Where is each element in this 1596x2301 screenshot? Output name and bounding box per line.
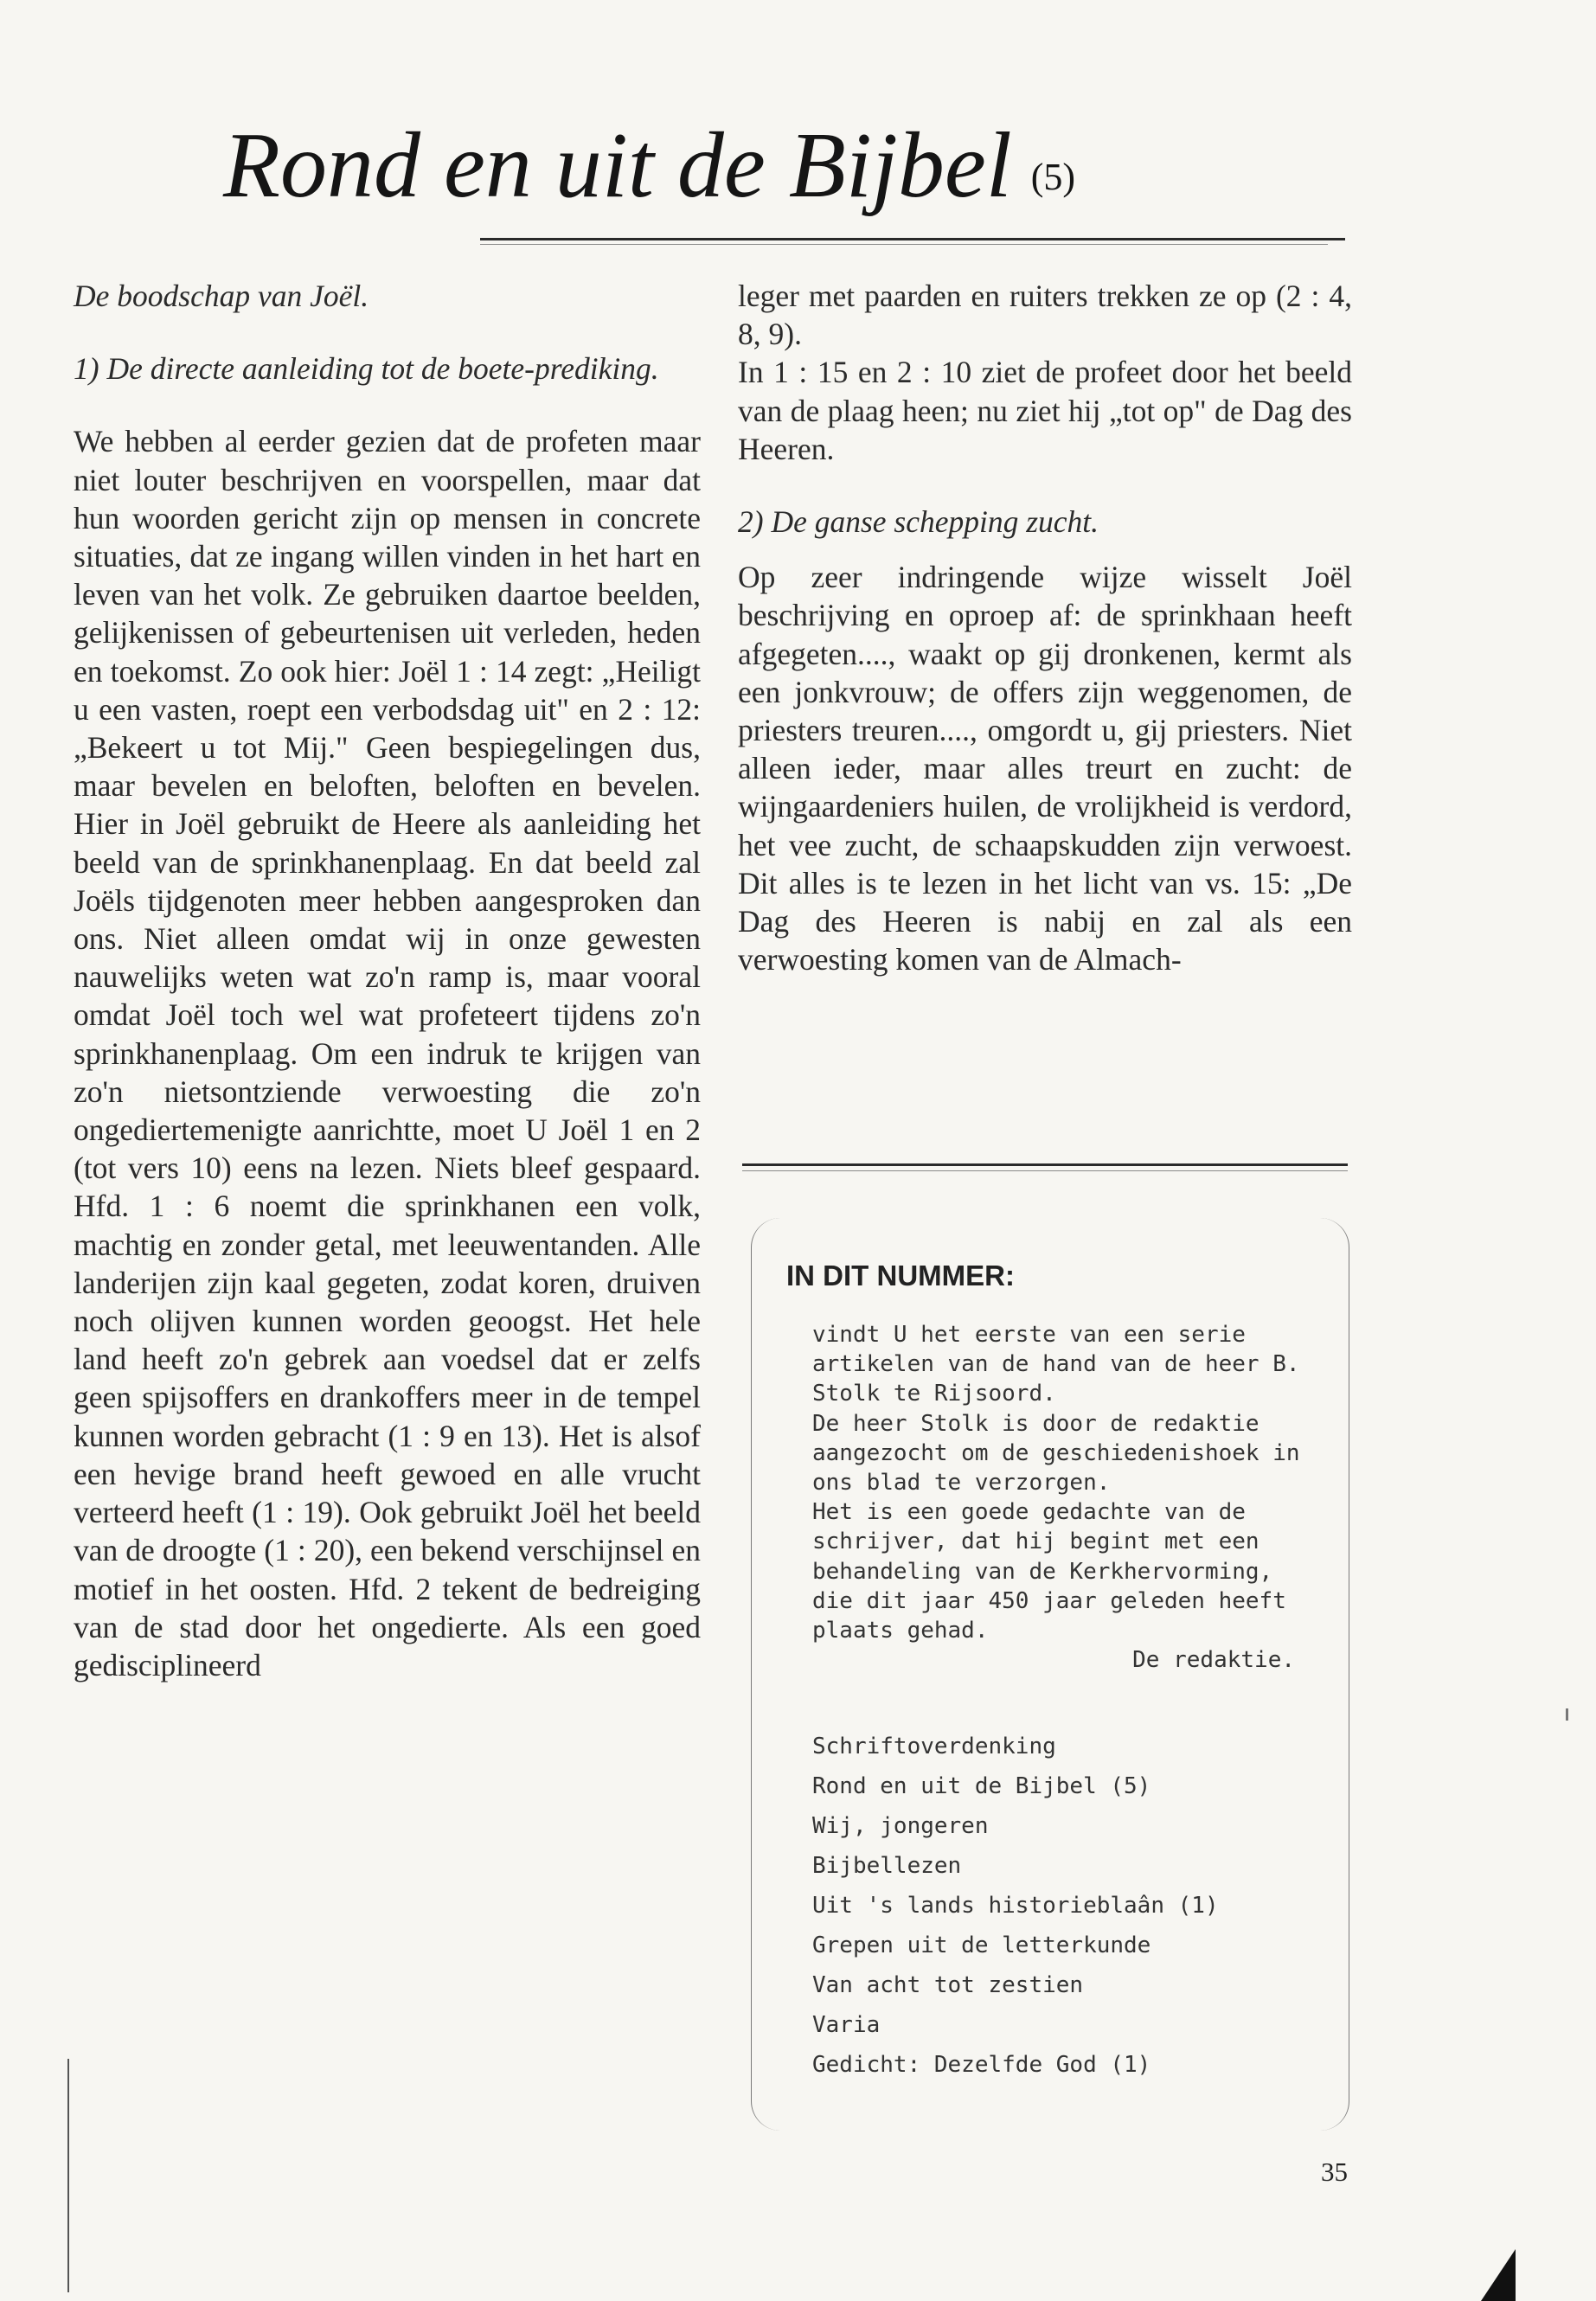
body-paragraph-1: We hebben al eerder gezien dat de profeten maar niet louter beschrijven en voorspellen, maar dat hun woorden gericht zijn op mensen in concrete situaties, dat ze ingang willen vinden in het hart en leven van het volk. Ze gebruiken daartoe beelden, gelijkenissen of gebeurtenisen uit verleden, heden en toekomst. Zo ook hier: Joël 1 : 14 zegt: „Heiligt u een vasten, roept een verbodsdag uit" en 2 : 12: „Bekeert u tot Mij." Geen bespiegelingen dus, maar bevelen en beloften, beloften en bevelen. Hier in Joël gebruikt de Heere als aanleiding het beeld van de sprinkhanenplaag. En dat beeld zal Joëls tijdgenoten meer hebben aangesproken dan ons. Niet alleen omdat wij in onze gewesten nauwelijks weten wat zo'n ramp is, maar vooral omdat Joël toch wel wat profeteert tijdens zo'n sprinkhanenplaag. Om een indruk te krijgen van zo'n nietsontziende verwoesting die zo'n ongediertemenigte aanrichtte, moet U Joël 1 en 2 (tot vers 10) eens na lezen. Niets bleef gespaard. Hfd. 1 : 6 noemt die sprinkhanen een volk, machtig en zonder getal, met leeuwentanden. Alle landerijen zijn kaal gegeten, zodat koren, druiven noch olijven kunnen worden geoogst. Het hele land heeft zo'n gebrek aan voedsel dat er zelfs geen spijsoffers en drankoffers meer in de tempel kunnen worden gebracht (1 : 9 en 13). Het is alsof een hevige brand heeft gewoed en alle vrucht verteerd heeft (1 : 19). Ook gebruikt Joël het beeld van de droogte (1 : 20), een bekend verschijnsel en motief in het oosten. Hfd. 2 tekent de bedreiging van de stad door het ongedierte. Als een goed gedisciplineerd [74,424,701,1682]
box-paragraph: vindt U het eerste van een serie artikelen van de hand van de heer B. Stolk te Rijsoord. [812,1322,1300,1407]
box-rule-thin [742,1170,1348,1171]
contents-list [812,1727,1305,2085]
contents-item: Gedicht: Dezelfde God (1) [812,2052,1151,2078]
box-signature: De redaktie. [1132,1647,1295,1674]
right-column [738,277,1352,978]
stray-mark [1566,1708,1568,1721]
box-body [812,1320,1305,1675]
margin-line [67,2059,69,2292]
page-number: 35 [1321,2157,1348,2187]
body-paragraph-1-continued: leger met paarden en ruiters trekken ze op (2 : 4, 8, 9). [738,279,1352,352]
contents-item: Uit 's lands historieblaân (1) [812,1893,1219,1919]
box-rule [742,1163,1348,1166]
contents-item: Van acht tot zestien [812,1972,1084,1998]
section-title: De boodschap van Joël. [74,279,369,313]
contents-item: Rond en uit de Bijbel (5) [812,1773,1151,1799]
subheading-2: 2) De ganse schepping zucht. [738,504,1099,540]
subheading-1: 1) De directe aanleiding tot de boete-prediking. [74,351,659,387]
box-paragraph: De heer Stolk is door de redaktie aangezocht om de geschiedenishoek in ons blad te verzorgen. [812,1410,1300,1497]
box-heading: IN DIT NUMMER: [786,1259,1015,1292]
box-paragraph: Het is een goede gedachte van de schrijver, dat hij begint met een behandeling van de Kerkhervorming, die dit jaar 450 jaar geleden heeft plaats gehad. [812,1499,1286,1644]
left-column [74,277,701,1684]
article-number: (5) [1030,156,1076,198]
contents-item: Grepen uit de letterkunde [812,1932,1151,1958]
title-rule-thin [480,244,1328,245]
article-title: Rond en uit de Bijbel (5) [223,114,1076,217]
body-paragraph-3: Op zeer indringende wijze wisselt Joël beschrijving en oproep af: de sprinkhaan heeft afgegeten...., waakt op gij dronkenen, kermt als een jonkvrouw; de offers zijn weggenomen, de priesters treuren...., omgordt u, gij priesters. Niet alleen ieder, maar alles treurt en zucht: de wijngaardeniers huilen, de vrolijkheid is verdord, het vee zucht, de schaapskudden zijn verwoest. Dit alles is te lezen in het licht van vs. 15: „De Dag des Heeren is nabij en zal als een verwoesting komen van de Almach- [738,560,1352,977]
contents-item: Schriftoverdenking [812,1734,1056,1759]
body-paragraph-2: In 1 : 15 en 2 : 10 ziet de profeet door het beeld van de plaag heen; nu ziet hij „tot op" de Dag des Heeren. [738,355,1352,466]
title-rule [480,238,1345,240]
contents-item: Wij, jongeren [812,1813,989,1839]
contents-item: Varia [812,2012,881,2038]
corner-mark [1481,2249,1516,2301]
contents-item: Bijbellezen [812,1853,962,1879]
in-this-issue-box [751,1218,1349,2131]
